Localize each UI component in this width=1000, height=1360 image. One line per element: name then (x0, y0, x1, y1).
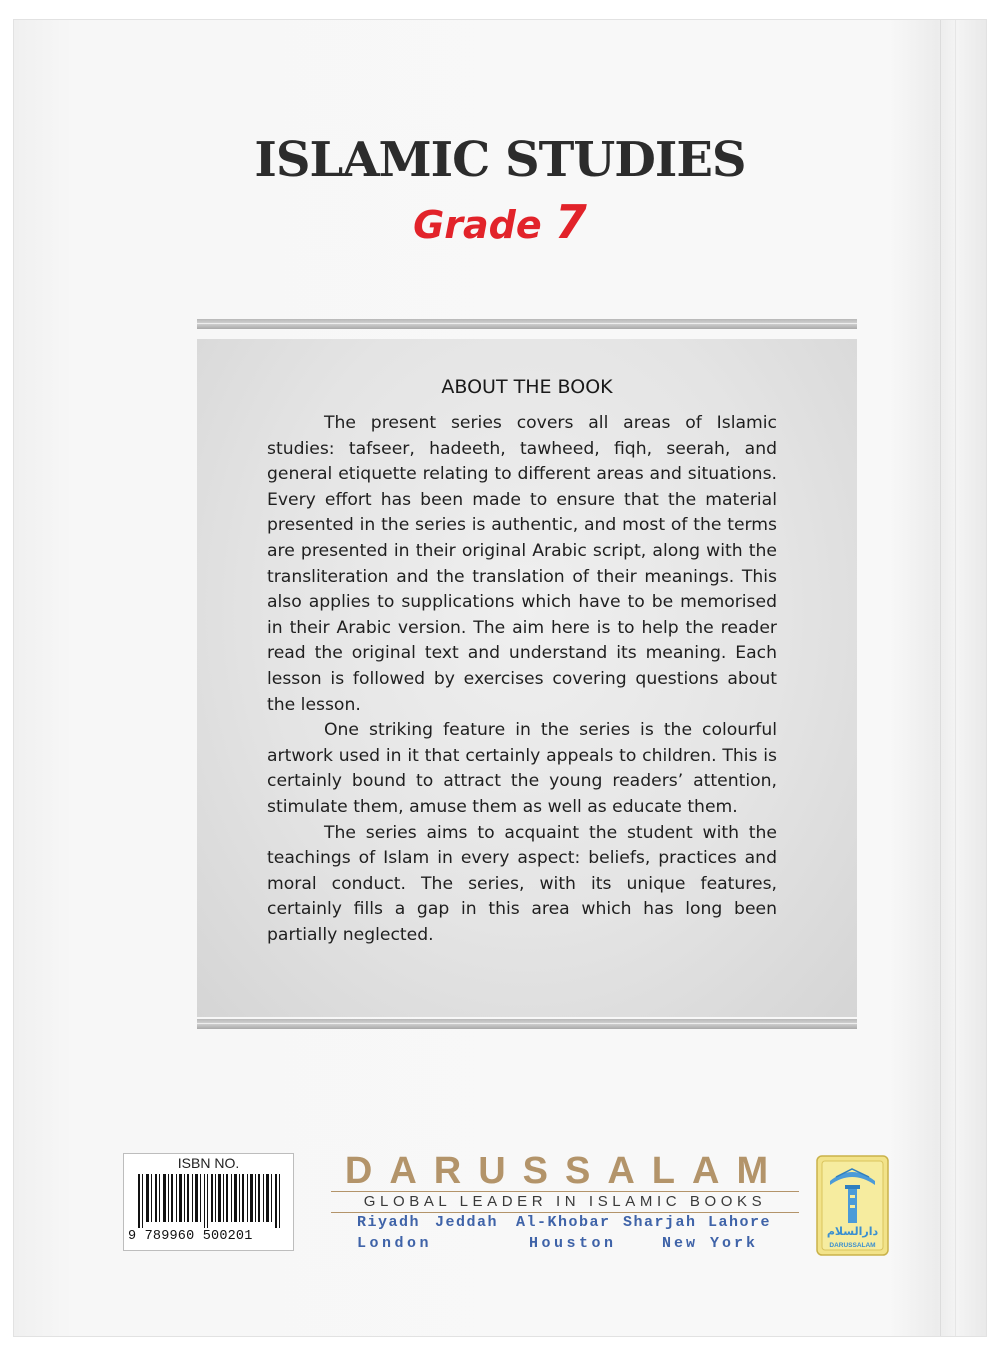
city-label: Riyadh (357, 1214, 421, 1231)
city-label: Jeddah (435, 1214, 499, 1231)
about-body (267, 411, 777, 948)
logo-arabic-text: دارالسلام (826, 1225, 879, 1238)
isbn-label: ISBN NO. (177, 1155, 240, 1171)
barcode-image (128, 1174, 290, 1228)
city-label: Houston (529, 1235, 617, 1252)
isbn-block (123, 1153, 294, 1251)
about-paragraph: The series aims to acquaint the student with the teachings of Islam in every aspect: beliefs, practices and moral conduct. The series, with its unique features, certainly fills a gap in this area which has long been partially neglected. (267, 822, 777, 945)
publisher-name: DARUSSALAM (344, 1150, 786, 1192)
bottom-divider-bar (197, 1019, 857, 1029)
top-divider-bar (197, 319, 857, 329)
city-label: Sharjah (623, 1214, 697, 1231)
logo-caption: DARUSSALAM (829, 1242, 876, 1249)
about-paragraph: The present series covers all areas of Islamic studies: tafseer, hadeeth, tawheed, fiqh, seerah, and general etiquette relating to different areas and situations. Every effort has been made to ensure that the material presented in the series is authentic, and most of the terms are presented in their original Arabic script, along with the transliteration and the translation of their meanings. This also applies to supplications which have to be memorised in their Arabic version. The aim here is to help the reader read the original text and understand its meaning. Each lesson is followed by exercises covering questions about the lesson. (267, 413, 777, 715)
grade-label (0, 195, 1000, 249)
city-label: Al-Khobar (516, 1214, 611, 1231)
grade-number: 7 (554, 195, 587, 249)
city-label: Lahore (708, 1214, 772, 1231)
city-label: New York (662, 1235, 759, 1252)
about-heading: ABOUT THE BOOK (441, 376, 613, 398)
book-title: ISLAMIC STUDIES (254, 132, 746, 188)
city-label: London (357, 1235, 433, 1252)
about-paragraph: One striking feature in the series is the colourful artwork used in it that certainly appeals to children. This is certainly bound to attract the young readers’ attention, stimulate them, amuse them as well as educate them. (267, 720, 777, 817)
publisher-tagline: GLOBAL LEADER IN ISLAMIC BOOKS (331, 1191, 799, 1213)
isbn-digits: 9 789960 500201 (128, 1229, 253, 1244)
darussalam-logo (816, 1155, 889, 1256)
grade-word: Grade (413, 203, 542, 247)
